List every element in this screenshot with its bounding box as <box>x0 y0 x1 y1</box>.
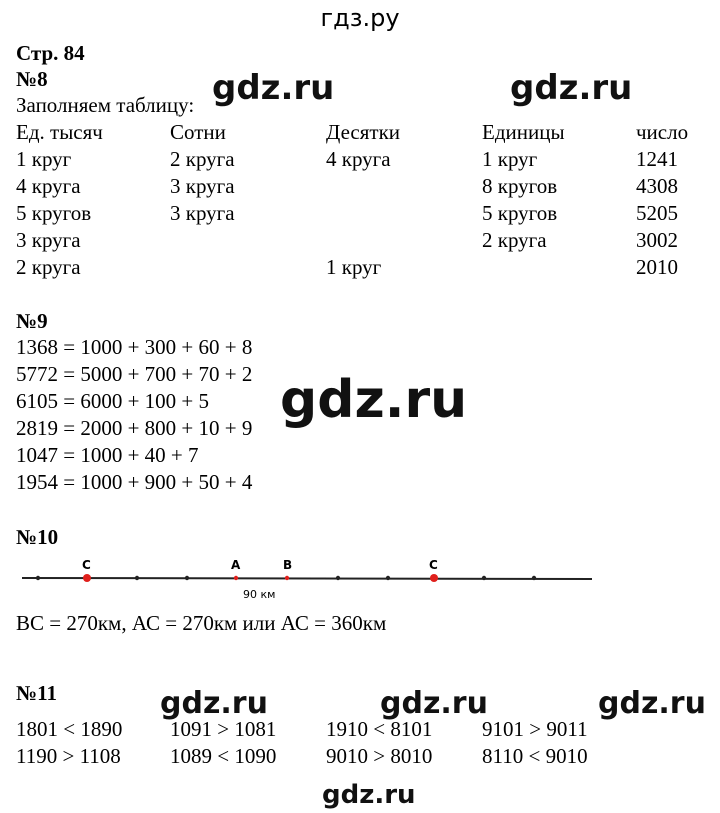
comparison: 1190 > 1108 <box>16 744 121 768</box>
table-cell: 2 круга <box>16 255 81 279</box>
exercise-11-number: №11 <box>16 681 57 705</box>
watermark: gdz.ru <box>212 68 335 108</box>
table-cell: 5205 <box>636 201 678 225</box>
equation-line: 2819 = 2000 + 800 + 10 + 9 <box>16 416 253 440</box>
label-b: B <box>283 558 293 572</box>
table-cell: 2 круга <box>170 147 235 171</box>
table-cell: 1241 <box>636 147 678 171</box>
table-cell: 2010 <box>636 255 678 279</box>
table-header: Единицы <box>482 120 565 144</box>
point-b <box>285 576 289 580</box>
page-reference: Стр. 84 <box>16 41 85 65</box>
table-cell: 1 круг <box>482 147 538 171</box>
watermark: gdz.ru <box>510 68 633 108</box>
equation-line: 5772 = 5000 + 700 + 70 + 2 <box>16 362 253 386</box>
table-header: Десятки <box>326 120 401 144</box>
table-cell: 5 кругов <box>16 201 92 225</box>
table-cell: 8 кругов <box>482 174 558 198</box>
table-cell: 3 круга <box>170 201 235 225</box>
table-header: число <box>636 120 689 144</box>
site-title: гдз.ру <box>320 4 400 32</box>
watermark: gdz.ru <box>380 686 488 721</box>
table-cell: 2 круга <box>482 228 547 252</box>
comparison: 1910 < 8101 <box>326 717 433 741</box>
point-c-right <box>430 574 438 582</box>
table-cell: 1 круг <box>16 147 72 171</box>
table-cell: 4 круга <box>326 147 391 171</box>
exercise-8-intro: Заполняем таблицу: <box>16 93 195 117</box>
table-cell: 3 круга <box>170 174 235 198</box>
table-header: Сотни <box>170 120 226 144</box>
equation-line: 1954 = 1000 + 900 + 50 + 4 <box>16 470 253 494</box>
label-c-right: C <box>429 558 438 572</box>
comparison: 9010 > 8010 <box>326 744 433 768</box>
table-cell: 3002 <box>636 228 678 252</box>
comparison: 8110 < 9010 <box>482 744 588 768</box>
label-a: A <box>231 558 241 572</box>
exercise-10-answer: ВС = 270км, АС = 270км или АС = 360км <box>16 611 387 635</box>
comparison: 1091 > 1081 <box>170 717 277 741</box>
watermark: gdz.ru <box>280 370 468 430</box>
exercise-8-number: №8 <box>16 67 48 91</box>
watermark: gdz.ru <box>322 780 416 810</box>
point-c-left <box>83 574 91 582</box>
equation-line: 6105 = 6000 + 100 + 5 <box>16 389 210 413</box>
distance-label: 90 км <box>243 588 276 601</box>
number-line-diagram <box>0 548 720 606</box>
watermark: gdz.ru <box>160 686 268 721</box>
watermark: gdz.ru <box>598 686 706 721</box>
number-line <box>22 578 592 579</box>
comparison: 1801 < 1890 <box>16 717 123 741</box>
table-cell: 4308 <box>636 174 678 198</box>
comparison: 9101 > 9011 <box>482 717 588 741</box>
exercise-9-number: №9 <box>16 309 48 333</box>
point-a <box>234 576 238 580</box>
equation-line: 1047 = 1000 + 40 + 7 <box>16 443 199 467</box>
comparison: 1089 < 1090 <box>170 744 277 768</box>
equation-line: 1368 = 1000 + 300 + 60 + 8 <box>16 335 253 359</box>
table-cell: 4 круга <box>16 174 81 198</box>
table-cell: 3 круга <box>16 228 81 252</box>
table-cell: 5 кругов <box>482 201 558 225</box>
table-header: Ед. тысяч <box>16 120 103 144</box>
exercise-10-number: №10 <box>16 525 59 549</box>
table-cell: 1 круг <box>326 255 382 279</box>
label-c-left: C <box>82 558 91 572</box>
